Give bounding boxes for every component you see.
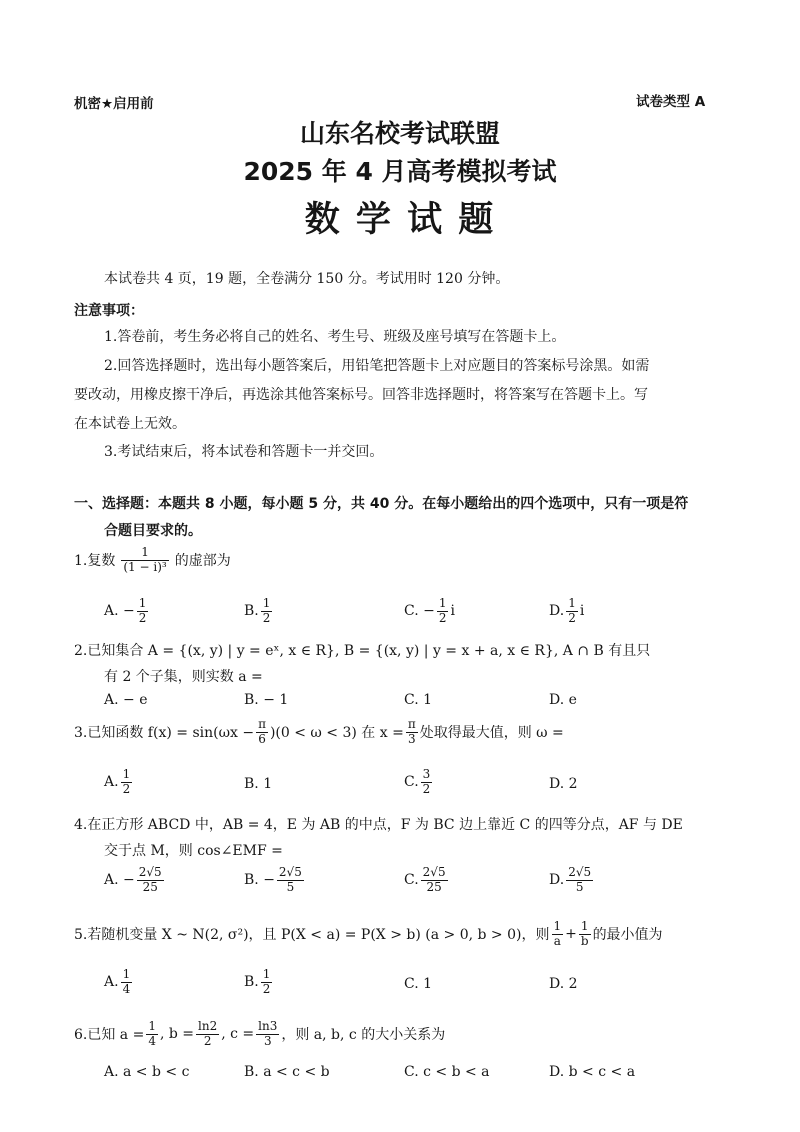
- notice-3: 3.考试结束后，将本试卷和答题卡一并交回。: [104, 444, 384, 460]
- q5-option-a-label: A.: [104, 974, 119, 991]
- notice-2-cont: 要改动，用橡皮擦干净后，再选涂其他答案标号。回答非选择题时，将答案写在答题卡上。写: [74, 387, 648, 403]
- q1-fraction: [121, 546, 168, 575]
- q3-pi-2: π: [407, 717, 416, 731]
- q1-option-a-label: A. −: [104, 603, 135, 620]
- paper-type-label: 试卷类型 A: [636, 94, 706, 110]
- q5-prefix: 5.若随机变量 X ~ N(2, σ²)，且 P(X < a) = P(X > b) (a > 0, b > 0)，则: [74, 927, 550, 944]
- question-4: 4.在正方形 ABCD 中，AB = 4，E 为 AB 的中点，F 为 BC 边上靠近 C 的四等分点，AF 与 DE: [74, 817, 683, 833]
- section-heading-cont: 合题目要求的。: [104, 523, 202, 539]
- q6-option-a[interactable]: A. a < b < c: [104, 1064, 190, 1080]
- question-4-cont: 交于点 M，则 cos∠EMF =: [104, 843, 283, 859]
- q4-option-c-label: C.: [404, 872, 419, 889]
- q1-suffix: 的虚部为: [174, 553, 231, 570]
- q3-pi-1: π: [258, 717, 266, 731]
- q6-a-num: 1: [148, 1019, 156, 1033]
- q3-mid: )(0 < ω < 3) 在 x =: [269, 725, 404, 742]
- q1-prefix: 1.复数: [74, 553, 116, 570]
- q4-d-num: 2√5: [568, 865, 592, 879]
- question-1: [74, 546, 231, 575]
- q4-b-num: 2√5: [278, 865, 302, 879]
- q4-option-a-label: A. −: [104, 872, 135, 889]
- q1-a-num: 1: [138, 596, 147, 610]
- q3-a-den: 2: [122, 781, 131, 796]
- q4-option-c[interactable]: [404, 866, 450, 895]
- q1-d-i: i: [579, 603, 585, 620]
- question-3: [74, 718, 564, 747]
- q1-d-den: 2: [568, 610, 576, 625]
- q6-option-c[interactable]: C. c < b < a: [404, 1064, 490, 1080]
- q6-prefix: 6.已知 a =: [74, 1027, 145, 1044]
- q4-b-den: 5: [286, 879, 295, 894]
- q4-a-den: 25: [142, 879, 158, 894]
- q5-b-num: 1: [262, 967, 271, 981]
- q4-c-den: 25: [426, 879, 442, 894]
- exam-summary: 本试卷共 4 页，19 题，全卷满分 150 分。考试用时 120 分钟。: [104, 271, 510, 287]
- q3-option-d[interactable]: D. 2: [549, 776, 578, 792]
- q4-option-d-label: D.: [549, 872, 565, 889]
- q5-a-num: 1: [122, 967, 131, 981]
- q5-one-b: 1: [579, 920, 591, 935]
- q6-c-label: , c =: [221, 1026, 255, 1043]
- subject-title: 数 学 试 题: [304, 200, 496, 240]
- question-2-cont: 有 2 个子集，则实数 a =: [104, 669, 263, 685]
- q1-b-num: 1: [262, 596, 271, 610]
- q3-option-b[interactable]: B. 1: [244, 776, 273, 792]
- q5-option-d[interactable]: D. 2: [549, 976, 578, 992]
- q6-b-label: , b =: [159, 1026, 195, 1043]
- q1-option-c-label: C. −: [404, 603, 435, 620]
- q3-c-num: 3: [422, 767, 431, 781]
- q5-option-b-label: B.: [244, 974, 259, 991]
- question-2: 2.已知集合 A = {(x, y) | y = eˣ, x ∈ R}, B = {(x, y) | y = x + a, x ∈ R}, A ∩ B 有且只: [74, 643, 651, 659]
- q3-option-c-label: C.: [404, 774, 419, 791]
- q6-b-num: ln2: [198, 1019, 218, 1033]
- q5-one-a: 1: [553, 919, 562, 933]
- q3-three: 3: [407, 731, 416, 746]
- q1-option-b[interactable]: [244, 597, 274, 626]
- q1-c-num: 1: [438, 596, 447, 610]
- q5-option-b[interactable]: [244, 968, 274, 997]
- q6-option-b[interactable]: B. a < c < b: [244, 1064, 330, 1080]
- q5-b-den: 2: [262, 981, 271, 996]
- q1-a-den: 2: [138, 610, 147, 625]
- q4-a-num: 2√5: [138, 865, 162, 879]
- q3-option-a-label: A.: [104, 774, 119, 791]
- exam-date-title: 2025 年 4 月高考模拟考试: [243, 157, 557, 186]
- q2-option-c[interactable]: C. 1: [404, 692, 433, 708]
- q5-a-den: 4: [122, 981, 131, 996]
- q4-c-num: 2√5: [422, 865, 446, 879]
- q6-c-den: 3: [263, 1033, 272, 1048]
- question-6: [74, 1020, 445, 1049]
- notice-2: 2.回答选择题时，选出每小题答案后，用铅笔把答题卡上对应题目的答案标号涂黑。如需: [104, 358, 650, 374]
- q6-option-d[interactable]: D. b < c < a: [549, 1064, 636, 1080]
- q1-option-d-label: D.: [549, 603, 565, 620]
- q4-option-a[interactable]: [104, 866, 166, 895]
- q1-c-den: 2: [438, 610, 447, 625]
- exam-alliance-title: 山东名校考试联盟: [299, 119, 500, 148]
- q4-option-b[interactable]: [244, 866, 306, 895]
- section-heading: 一、选择题：本题共 8 小题，每小题 5 分，共 40 分。在每小题给出的四个选项中，只有一项是符: [74, 496, 689, 512]
- q3-a-num: 1: [122, 767, 131, 781]
- q1-d-num: 1: [568, 596, 576, 610]
- notice-1: 1.答卷前，考生务必将自己的姓名、考生号、班级及座号填写在答题卡上。: [104, 329, 566, 345]
- q4-option-d[interactable]: [549, 866, 595, 895]
- q3-six: 6: [258, 731, 266, 746]
- question-5: [74, 920, 663, 949]
- q5-suffix: 的最小值为: [592, 927, 663, 944]
- q3-prefix: 3.已知函数 f(x) = sin(ωx −: [74, 725, 255, 742]
- q1-option-a[interactable]: [104, 597, 150, 626]
- q3-suffix: 处取得最大值，则 ω =: [419, 725, 564, 742]
- notice-title: 注意事项：: [74, 303, 144, 319]
- q5-plus: +: [565, 926, 577, 943]
- q4-option-b-label: B. −: [244, 872, 275, 889]
- confidential-label: 机密★启用前: [74, 96, 154, 112]
- q6-c-num: ln3: [258, 1019, 278, 1033]
- q1-c-i: i: [450, 603, 455, 620]
- q3-option-a[interactable]: [104, 768, 134, 797]
- q5-option-c[interactable]: C. 1: [404, 976, 433, 992]
- q1-option-b-label: B.: [244, 603, 259, 620]
- q2-option-b[interactable]: B. − 1: [244, 692, 289, 708]
- q2-option-a[interactable]: A. − e: [104, 692, 148, 708]
- q5-option-a[interactable]: [104, 968, 134, 997]
- q3-option-c[interactable]: [404, 768, 434, 797]
- q1-numerator: 1: [121, 546, 168, 561]
- q3-c-den: 2: [422, 781, 431, 796]
- q1-b-den: 2: [262, 610, 271, 625]
- q1-option-d[interactable]: [549, 597, 584, 626]
- notice-2-end: 在本试卷上无效。: [74, 416, 186, 432]
- q6-suffix: ，则 a, b, c 的大小关系为: [281, 1027, 446, 1044]
- q1-denominator: (1 − i)³: [123, 559, 167, 574]
- q6-b-den: 2: [203, 1033, 212, 1048]
- q1-option-c[interactable]: [404, 597, 455, 626]
- q2-option-d[interactable]: D. e: [549, 692, 577, 708]
- q4-d-den: 5: [575, 879, 584, 894]
- q6-a-den: 4: [148, 1033, 156, 1048]
- q5-a: a: [553, 933, 561, 948]
- q5-b: b: [580, 933, 589, 948]
